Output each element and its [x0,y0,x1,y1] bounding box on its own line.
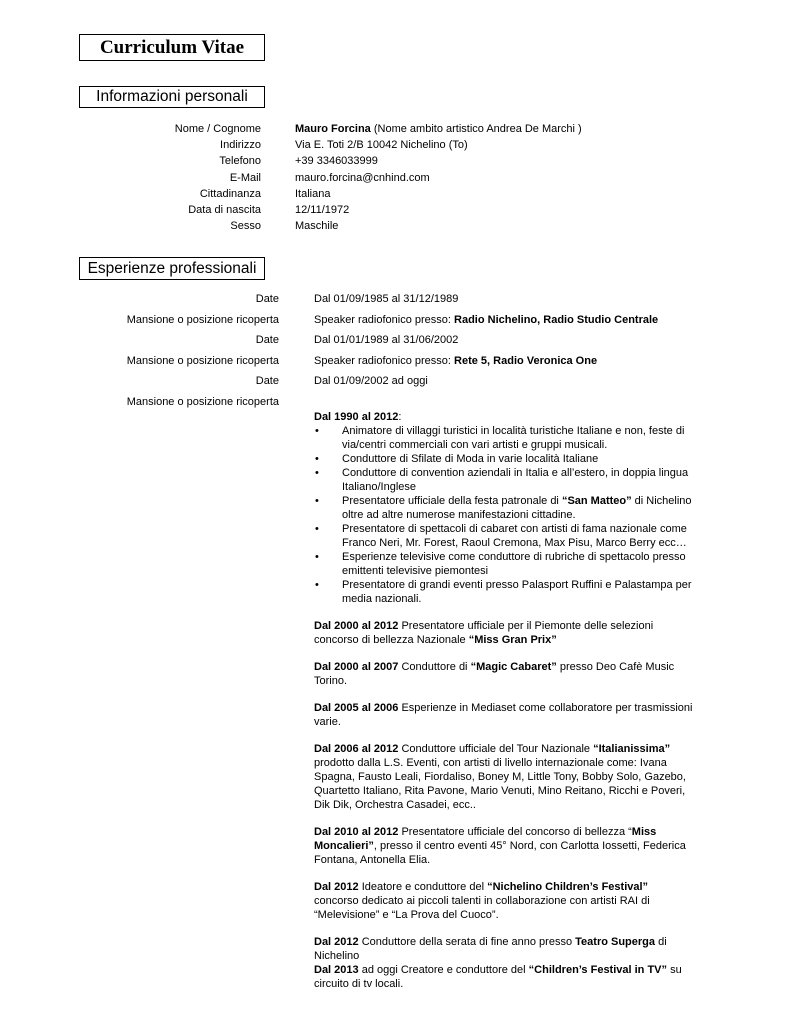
name-label: Nome / Cognome [174,123,261,135]
entry1-date: Dal 01/09/1985 al 31/12/1989 [314,293,459,305]
experience-paragraph [314,935,694,991]
experience-paragraph [314,825,694,867]
bullet-icon: • [315,452,319,465]
entry2-role-prefix: Speaker radiofonico presso: [314,354,455,367]
role-label: Mansione o posizione ricoperta [126,395,279,408]
experience-paragraph [314,660,694,688]
experience-labels [60,292,279,415]
experience-paragraph [314,880,694,922]
email-value: mauro.forcina@cnhind.com [295,171,430,184]
email-label: E-Mail [229,171,261,184]
period1-heading [314,410,694,424]
birth-label: Data di nascita [188,204,261,217]
list-item-text: Conduttore di Sfilate di Moda in varie località Italiane [342,452,599,465]
phone-label: Telefono [219,155,261,168]
activities-list [314,424,694,606]
paragraph-text: Presentatore ufficiale per il Piemonte delle selezioni concorso di bellezza Nazionale [314,619,654,646]
list-item [315,424,694,452]
list-item [315,522,694,550]
entry2-role [314,354,694,375]
address-value: Via E. Toti 2/B 10042 Nichelino (To) [295,139,468,152]
list-item-text: Conduttore di convention aziendali in Italia e all’estero, in doppia lingua Italiano/Inglese [342,466,689,493]
paragraph-bold: Teatro Superga [575,935,656,948]
sex-value: Maschile [295,220,339,233]
entry1-role-prefix: Speaker radiofonico presso: [314,313,455,326]
entry1-role [314,313,694,334]
bullet-icon: • [315,550,319,563]
list-item-bold: “San Matteo” [561,494,632,507]
birth-value: 12/11/1972 [295,204,350,217]
paragraph-text: , presso il centro eventi 45° Nord, con Carlotta Iossetti, Federica Fontana, Antonella Elia. [314,839,686,866]
sex-label: Sesso [230,220,261,233]
paragraph-text: Conduttore di [398,660,471,673]
list-item [315,494,694,522]
paragraph-period: Dal 2005 al 2006 [314,701,399,714]
paragraph-text: ad oggi Creatore e conduttore del [358,963,529,976]
bullet-icon: • [315,578,319,591]
name-value-row [295,121,755,137]
bullet-icon: • [315,424,319,437]
paragraph-text: su circuito di tv locali. [314,963,682,990]
list-item-text: Presentatore di spettacoli di cabaret con artisti di fama nazionale come Franco Neri, Mr. Forest, Raoul Cremona, Max Pisu, Marco Berry ecc… [342,522,687,549]
paragraph-text: concorso dedicato ai piccoli talenti in collaborazione con artisti RAI di “Melevisione” e “La Prova del Cuoco”. [314,894,650,921]
paragraph-bold: “Nichelino Children’s Festival” [487,880,649,893]
experience-paragraph [314,742,694,812]
date-label: Date [255,375,279,387]
list-item-text: Esperienze televisive come conduttore di rubriche di spettacolo presso emittenti televisive piemontesi [342,550,686,577]
paragraph-period: Dal 2000 al 2007 [314,660,399,673]
cv-title: Curriculum Vitae [79,34,265,61]
list-item [315,550,694,578]
paragraph-text: Ideatore e conduttore del [358,880,488,893]
paragraph-period: Dal 2012 [314,880,359,893]
paragraph-bold: “Magic Cabaret” [470,660,557,673]
experience-paragraph [314,619,694,647]
entry2-date: Dal 01/01/1989 al 31/06/2002 [314,334,459,346]
section-heading-personal: Informazioni personali [79,86,265,108]
paragraph-text: presso Deo Cafè Music Torino. [314,660,675,687]
paragraph-bold: “Italianissima” [593,742,671,755]
role-label: Mansione o posizione ricoperta [126,354,279,367]
entry1-role-bold: Radio Nichelino, Radio Studio Centrale [454,313,659,326]
date-label: Date [255,293,279,305]
personal-labels [100,121,261,234]
paragraph-period: Dal 2010 al 2012 [314,825,399,838]
citizenship-label: Cittadinanza [199,187,261,200]
paragraph-bold: “Children’s Festival in TV” [528,963,668,976]
address-label: Indirizzo [220,139,261,152]
phone-value: +39 3346033999 [295,155,378,168]
list-item-text: Presentatore ufficiale della festa patronale di [342,494,562,507]
paragraph-period: Dal 2000 al 2012 [314,619,399,632]
period1-bold: Dal 1990 al 2012 [314,410,399,423]
paragraph-bold: Miss Moncalieri” [314,825,657,852]
name-note: (Nome ambito artistico Andrea De Marchi ) [370,123,582,135]
list-item [315,578,694,606]
experience-content [314,292,694,991]
paragraph-period: Dal 2006 al 2012 [314,742,399,755]
list-item-text: Animatore di villaggi turistici in località turistiche Italiane e non, feste di via/centri commerciali con vari artisti e gruppi musicali. [342,424,685,451]
entry3-date: Dal 01/09/2002 ad oggi [314,375,428,387]
date-label: Date [255,334,279,346]
bullet-icon: • [315,466,319,479]
paragraph-text: prodotto dalla L.S. Eventi, con artisti di livello internazionale come: Ivana Spagna, Fausto Leali, Fiordaliso, Boney M, Little Tony, Bobby Solo, Gazebo, Quartetto Italiano, Rita Pavone, Mario Venuti, Mino Reitano, Ricchi e Poveri, Dik Dik, Orchestra Casadei, ecc.. [314,756,686,811]
paragraph-text: Conduttore della serata di fine anno presso [358,935,576,948]
list-item [315,452,694,466]
paragraph-text: Esperienze in Mediaset come collaboratore per trasmissioni varie. [314,701,693,728]
spacer [314,395,694,410]
paragraph-period: Dal 2013 [314,963,359,976]
bullet-icon: • [315,522,319,535]
bullet-icon: • [315,494,319,507]
paragraph-text: Presentatore ufficiale del concorso di bellezza “ [398,825,632,838]
name-value: Mauro Forcina [295,123,371,135]
paragraph-period: Dal 2012 [314,935,359,948]
role-label: Mansione o posizione ricoperta [126,313,279,326]
personal-values [295,121,755,234]
paragraph-bold: “Miss Gran Prix” [468,633,557,646]
list-item [315,466,694,494]
entry2-role-bold: Rete 5, Radio Veronica One [454,354,598,367]
citizenship-value: Italiana [295,187,331,200]
period1-colon: : [398,410,402,423]
paragraph-text: Conduttore ufficiale del Tour Nazionale [398,742,594,755]
list-item-text: Presentatore di grandi eventi presso Palasport Ruffini e Palastampa per media nazionali. [342,578,692,605]
spacer [314,606,694,619]
section-heading-experience: Esperienze professionali [79,257,265,280]
list-item-text: di Nichelino oltre ad altre numerose manifestazioni cittadine. [342,494,692,521]
paragraph-text: di Nichelino [314,935,667,962]
experience-paragraph [314,701,694,729]
